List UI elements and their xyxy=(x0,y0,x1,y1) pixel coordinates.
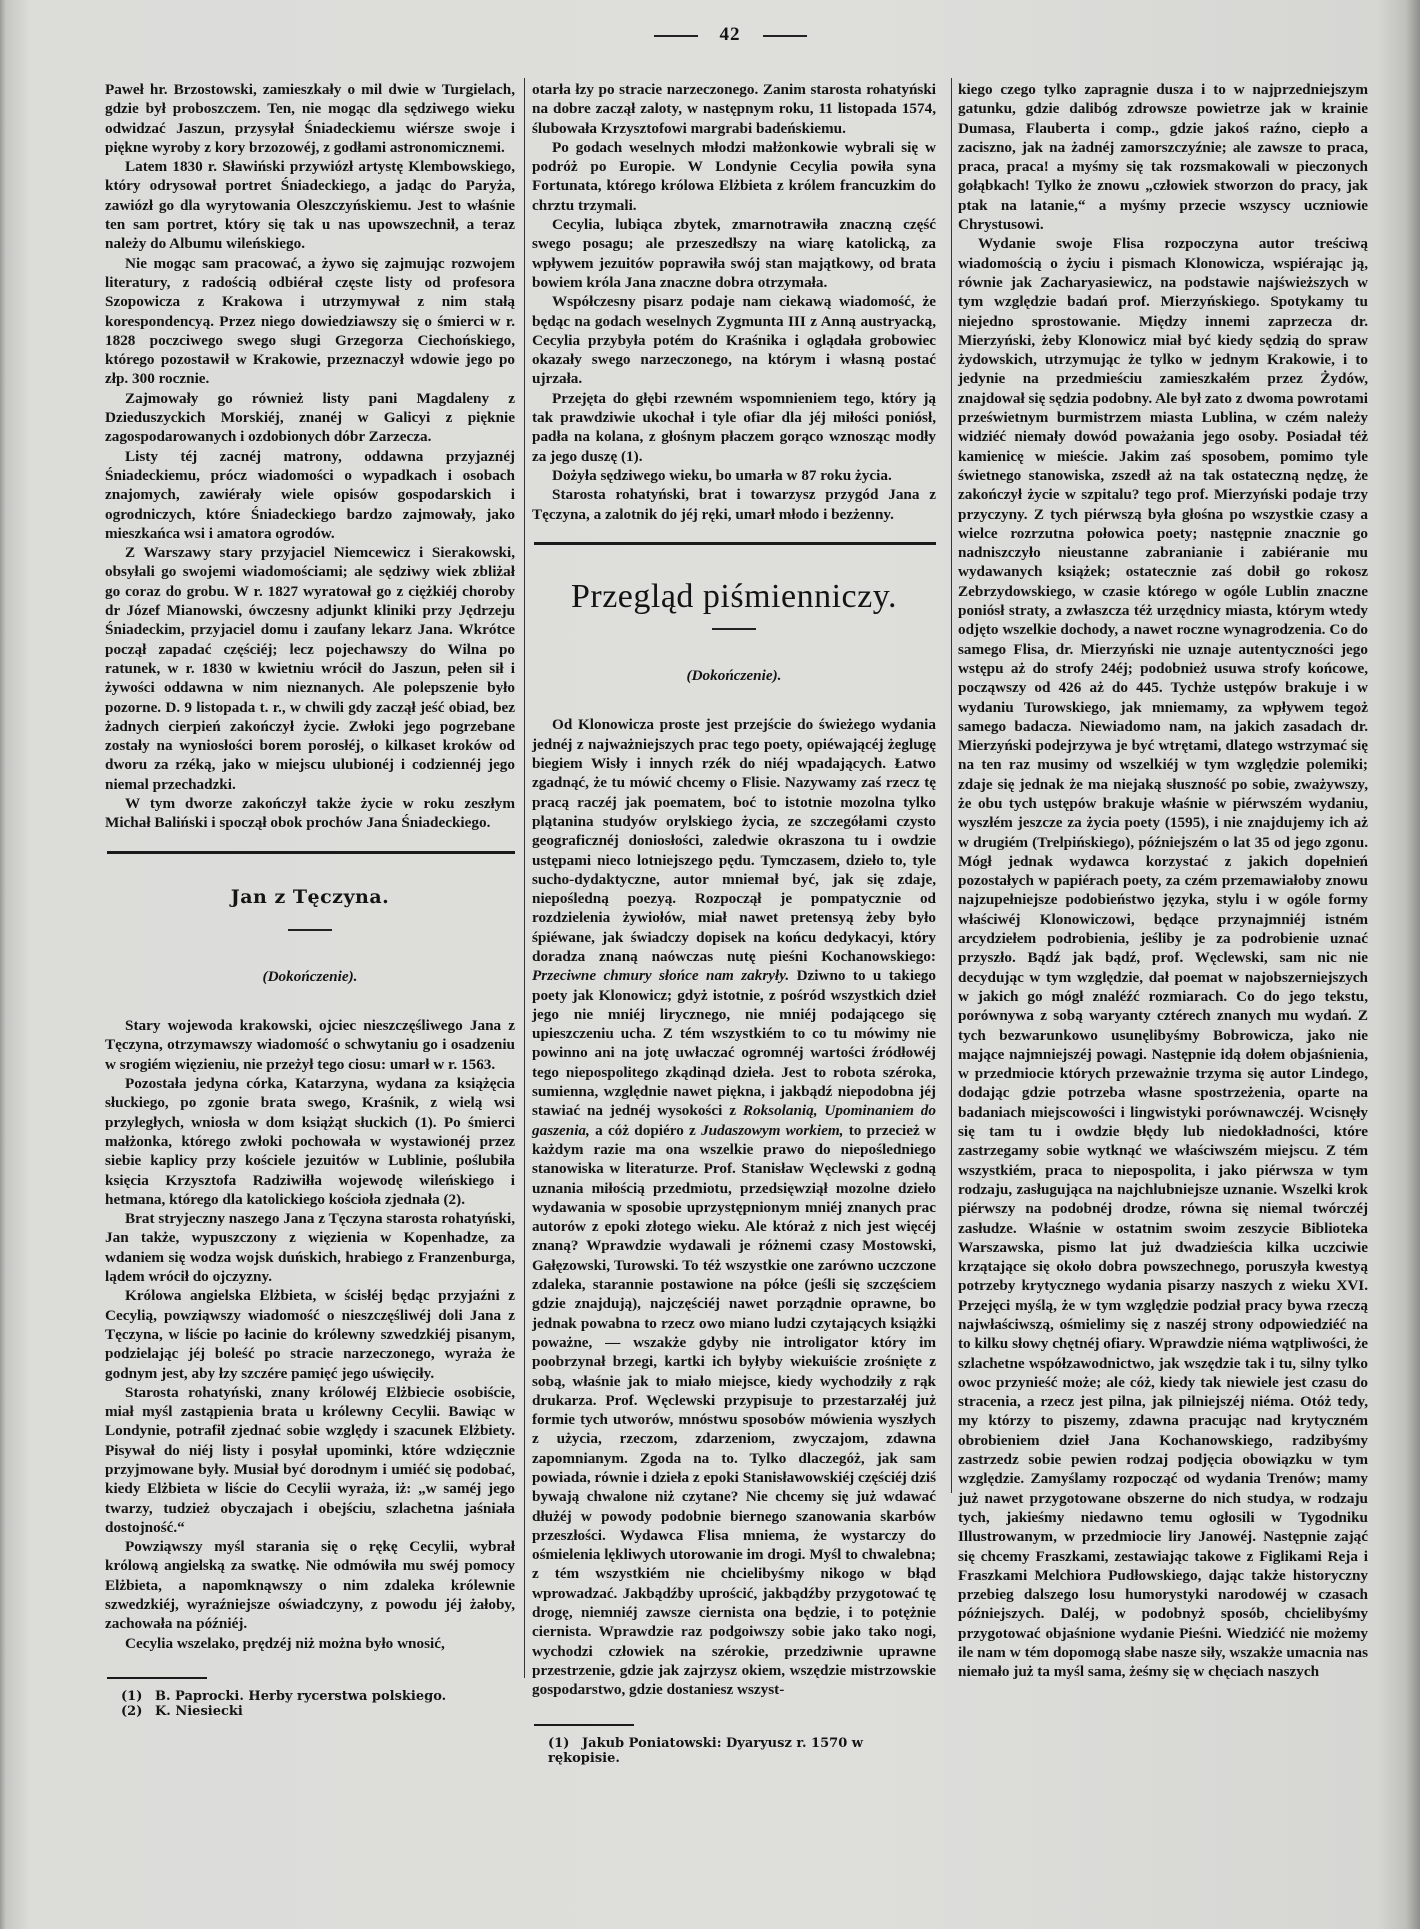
middle-column xyxy=(532,80,936,1766)
page-number-dash-right xyxy=(763,35,807,37)
text-run: Dziwno to u takiego poety jak Klonowicz; gdyż istotnie, z pośród wszystkich dzieł jego nie mniéj lirycznego, nie mniéj podającego się upieszczeniu ucha. Z tém wszystkiém to co tu mówimy nie powinno ani na jotę uwłaczać ogromnéj wartości źródłowéj tego niepospolitego zkądinąd dzieła. Jest to robota széroka, sumienna, względnie nawet piękna, i jakbądź niepodobna jéj stawiać na jednéj wysokości z xyxy=(532,967,936,1120)
paragraph: Po godach weselnych młodzi małżonkowie wybrali się w podróż po Europie. W Londynie Cecylia powiła syna Fortunata, którego królowa Elżbieta z królem francuzkim do chrztu trzymali. xyxy=(532,138,936,214)
paragraph: Nie mogąc sam pracować, a żywo się zajmując rozwojem literatury, z radością odbiérał częste listy od profesora Szopowicza z Krakowa i utrzymywał z nim stałą korespondencyą. Przez niego dowiedziawszy się o śmierci w r. 1828 poczciwego swego sługi Grzegorza Ciechońskiego, którego pozostawił w Krakowie, przeznaczył wdowie jego po złp. 300 rocznie. xyxy=(105,254,515,388)
footnote-rule xyxy=(534,1724,634,1726)
article-title-jan-z-teczyna: Jan z Tęczyna. xyxy=(230,885,390,908)
paragraph: Brat stryjeczny naszego Jana z Tęczyna starosta rohatyński, Jan także, wypuszczony z więzienia w Kopenhadze, za wdaniem się wodza wojsk duńskich, hrabiego z Franzenburga, lądem wrócił do ojczyzny. xyxy=(105,1210,515,1286)
paragraph: Współczesny pisarz podaje nam ciekawą wiadomość, że będąc na godach weselnych Zygmunta III z Anną austryacką, Cecylia przybyła potém do Kraśnika i oglądała grobowiec okazały swego narzeczonego, na którym i własną postać ujrzała. xyxy=(532,293,936,388)
paragraph: Latem 1830 r. Sławiński przywiózł artystę Klembowskiego, który odrysował portret Śniadeckiego, a jadąc do Paryża, zawiózł go dla wyrytowania Oleszczyńskiemu. Jest to właśnie ten sam portret, który się tak u nas upowszechnił, a teraz należy do Albumu wileńskiego. xyxy=(105,158,515,253)
paragraph: otarła łzy po stracie narzeczonego. Zanim starosta rohatyński na dobre zaczął zaloty, w następnym roku, 11 listopada 1574, ślubowała Krzysztofowi margrabi badeńskiemu. xyxy=(532,81,936,137)
text-run: to przecież w każdym razie ma ona wszelkie prawo do niepośledniego stanowiska w literaturze. Prof. Stanisław Węclewski z godną uznania miłością przedmiotu, przedsięwziął mozolne dzieło wydawania w sposobie uprzystępnionym mniéj znanych prac autorów z epoki złotego wieku. Ale któraż z nich jest więcéj znaną? Wprawdzie wydawali je różnemi czasy Mostowski, Gałęzowski, Turowski. To téż wszystkie one zarówno uczczone zdaleka, starannie postawione na półce (jeśli się szczęściem gdzie znajdują), najczęściéj nawet porządnie oprawne, bo jednak powabna to rzecz owo miano ludzi czytających książki poważne, — wszakże gdyby nie introligator który im poobrzynał brzegi, kartki ich byłyby wiekuiście zrośnięte z sobą, właśnie jak to miało miejsce, kiedy wychodziły z rąk drukarza. Prof. Węclewski przypisuje to przestarzałéj już formie tych utworów, mnóstwu sposobów mówienia wyszłych z użycia, rzeczom, zdarzeniom, zwyczajom, zdawna zapomnianym. Zgoda na to. Tylko dlaczegóż, jak sam powiada, równie i dzieła z epoki Stanisławowskiéj częściéj dziś bywają chwalone niż czytane? Nie chcemy się już wdawać dłużéj w powody podobnie biernego szanowania skarbów przeszłości. Wydawca Flisa mniema, że wystarczy do ośmielenia lękliwych utorowanie im drogi. Myśl to chwalebna; z tém wszystkiém nie chcielibyśmy nikogo w błąd wprowadzać. Jakbądźby uprościć, jakbądźby przygotować tę drogę, niemniéj zawsze ciernista ona będzie, i to potężnie ciernista. Wprawdzie raz podgoiwszy sobie jako tako nogi, wychodzi człowiek na szérokie, przedziwnie uprawne przestrzenie, gdzie jak zajrzysz okiem, wszędzie mistrzowskie gospodarstwo, gdzie dostaniesz wszyst- xyxy=(532,1121,936,1699)
paragraph: Z Warszawy stary przyjaciel Niemcewicz i Sierakowski, obsyłali go swojemi wiadomościami; ale sędziwy wiek zbliżał go coraz do grobu. W r. 1827 wyratował go z ciężkiéj choroby dr Józef Mianowski, ówczesny adjunkt kliniki przy Jędrzeju Śniadeckim, przyjaciel domu i zaufany lekarz Jana. Wkrótce począł zapadać częściéj; lecz pojechawszy do Wilna po ratunek, w r. 1830 w kwietniu wrócił do Jaszun, pełen sił i żywości oddawna w nim nieznanych. Ale polepszenie było pozorne. D. 9 listopada t. r., w chwili gdy zaczął jeść obiad, bez żadnych cierpień zakończył życie. Zwłoki jego pogrzebane zostały na wyniosłości borem porosłéj, o kilkaset kroków od dworu za rzéką, jako w miejscu ulubionéj i codziennéj jego niemal przechadzki. xyxy=(105,544,515,793)
footnote-text: K. Niesiecki xyxy=(155,1703,243,1719)
footnote xyxy=(105,1689,515,1704)
paragraph: Stary wojewoda krakowski, ojciec nieszczęśliwego Jana z Tęczyna, otrzymawszy wiadomość o schwytaniu go i osadzeniu w srogiém więzieniu, nie przeżył tego ciosu: umarł w r. 1563. xyxy=(105,1017,515,1073)
paragraph: Królowa angielska Elżbieta, w ścisłéj będąc przyjaźni z Cecylią, powziąwszy wiadomość o nieszczęśliwéj doli Jana z Tęczyna, w liście po łacinie do królewny szwedzkiéj pisanym, podzielając jéj boleść po stracie narzeczonego, wyraża że godnym jest, aby łzy szczére pamięć jego uświęciły. xyxy=(105,1287,515,1382)
footnote-number: (1) xyxy=(121,1688,143,1704)
footnote-number: (2) xyxy=(121,1703,143,1719)
column-divider-left xyxy=(524,78,525,1678)
page-number xyxy=(600,24,860,46)
column-divider-right xyxy=(951,78,952,1493)
text-run: Od Klonowicza proste jest przejście do świeżego wydania jednéj z najważniejszych prac tego poety, opiéwającéj żeglugę biegiem Wisły i innych rzék do niéj wpadających. Łatwo zgadnąć, że tu mówić chcemy o Flisie. Nazywamy zaś rzecz tę pracą raczéj jak poematem, boć to istotnie mozolna tylko plątanina studyów orylskiego życia, ze szczegółami czysto geograficznéj doniosłości, zaledwie okraszona tu i owdzie ustępami nieco lotniejszego pędu. Tymczasem, dzieło to, tyle sucho-dydaktyczne, autor mniemał być, jak się zdaje, niepośledną poezyą. Rozpoczął je pompatycznie od rozdzielenia żywiołów, miał nawet pretensyą żeby było śpiéwane, jak świadczy dopisek na końcu dedykacyi, który doradza znaną naówczas nutę pieśni Kochanowskiego: xyxy=(532,716,936,965)
title-rule xyxy=(288,929,332,931)
right-column xyxy=(958,80,1368,1682)
paragraph: Zajmowały go również listy pani Magdaleny z Dzieduszyckich Morskiéj, znanéj w Galicyi z pięknie zagospodarowanych i ozdobionych dóbr Zarzecza. xyxy=(105,389,515,446)
article-subtitle: (Dokończenie). xyxy=(262,967,358,985)
footnote-rule xyxy=(107,1677,207,1679)
paragraph: W tym dworze zakończył także życie w roku zeszłym Michał Baliński i spoczął obok prochów Jana Śniadeckiego. xyxy=(105,794,515,832)
quote-title: Przeciwne chmury słońce nam zakryły. xyxy=(532,967,790,985)
article-title-przeglad-pismienniczy: Przegląd piśmienniczy. xyxy=(570,577,898,615)
paragraph: Starosta rohatyński, znany królowéj Elżbiecie osobiście, miał myśl zastąpienia brata u królewny Cecylii. Bawiąc w Londynie, potrafił zjednać sobie względy i szacunek Elżbiety. Pisywał do niéj listy i posyłał upominki, które wdzięcznie przyjmowane były. Musiał być dorodnym i umiéć się podobać, kiedy Elżbieta w liście do Cecylii wyraża, iż: „w saméj jego twarzy, tudzież obyczajach i obejściu, szlachetna jaśniała dostojność.“ xyxy=(105,1383,515,1536)
footnote-text: B. Paprocki. Herby rycerstwa polskiego. xyxy=(155,1688,447,1704)
paragraph: kiego czego tylko zapragnie dusza i to w najprzedniejszym gatunku, gdzie dalibóg zdrowsze powietrze jak w krainie Dumasa, Flauberta i comp., gdzie jakoś raźno, ciepło a zaciszno, jak na żadnéj zamorszczyźnie; ale zawsze to praca, praca, praca! a myśmy się tak rozsmakowali w pieczonych gołąbkach! Tylko że znowu „człowiek stworzon do pracy, jak ptak na latanie,“ a myśmy przecie wszyscy uczniowie Chrystusowi. xyxy=(958,81,1368,234)
paragraph: Paweł hr. Brzostowski, zamieszkały o mil dwie w Turgielach, gdzie był proboszczem. Ten, nie mogąc dla sędziwego wieku odwidzać Jaszun, przysyłał Śniadeckiemu wiérsze swoje i piękne wyroby z kory brzozowéj, z godłami astronomicznemi. xyxy=(105,81,515,156)
footnote-number: (1) xyxy=(548,1735,570,1751)
paragraph: Cecylia, lubiąca zbytek, zmarnotrawiła znaczną część swego posagu; ale przeszedłszy na wiarę katolicką, za wpływem jezuitów poprawiła swój stan majątkowy, od brata bowiem króla Jana znaczne dobra otrzymała. xyxy=(532,216,936,291)
title-rule xyxy=(712,628,756,630)
paragraph xyxy=(532,715,936,1699)
paragraph: Wydanie swoje Flisa rozpoczyna autor treściwą wiadomością o życiu i pismach Klonowicza, wspiérając ją, równie jak Zacharyasiewicz, na podstawie najświeższych w tym względzie badań prof. Mierzyńskiego. Spotykamy tu niejedno sprostowanie. Między innemi zaprzecza dr. Mierzyński, żeby Klonowicz miał być kiedy sędzią do spraw żydowskich, utrzymując że tylko w jednym Krakowie, i to jedynie na przedmieściu zamieszkałém przez Żydów, znajdował się sędzia podobny. Ale był zato z dwoma powrotami prześwietnym burmistrzem miasta Lublina, w czém należy widziéć niemały dowód poważania jego osoby. Posiadał téż kamienicę w mieście. Jakim zaś sposobem, pomimo tyle świetnego stanowiska, zszedł aż na tak ostateczną nędzę, że zakończył życie w szpitalu? tego prof. Mierzyński podaje trzy przyczyny. Z tych piérwszą była głośna po wszystkie czasy a wielce rozrzutna połowica poety; następnie znacznie go nadniszczyło nieustanne zabranianie i zabiéranie mu wydawanych książek; ostatecznie zaś dobił go rokosz Zebrzydowskiego, w czasie którego w ogóle Lublin znaczne poniósł straty, a zwłaszcza téż urzędnicy miasta, którym wtedy odjęto wszelkie dochody, a nawet roczne wynagrodzenia. Co do samego Flisa, dr. Mierzyński nie uznaje autentyczności jego wstępu aż do strofy 24éj; podobnież usuwa strofy końcowe, począwszy od 426 aż do 445. Tychże ustępów brakuje i w wydaniu Turowskiego, jak mniemamy, za wpływem tegoż samego badacza. Niewiadomo nam, na jakich zasadach dr. Mierzyński podejrzywa je być wtrętami, dlatego wstrzymać się na ten raz musimy od wszelkiéj w tym względzie polemiki; zdaje się jednak że ma niejaką słuszność po sobie, zważywszy, że obu tych ustępów brakuje właśnie w piérwszém wydaniu, wyszłém jeszcze za życia poety (1595), i nie znajdujemy ich aż w drugiém (Trelpińskiego), późniejszém o lat 35 od jego zgonu. Mógł jednak wydawca korzystać z jakich dopełnień pozostałych w papiérach poety, za czém przemawiałoby znowu najzupełniejsze podobieństwo języka, stylu i w ogóle formy właściwéj Klonowiczowi, będące przynajmniéj istném arcydziełem podrobienia, jeśliby je za podrobienie uznać przyszło. Bądź jak bądź, prof. Węclewski, sam nic nie decydując w tym względzie, dał poemat w najobszerniejszych w jakich go mógł znaléźć rozmiarach. Co do jego tekstu, porównywa z sobą waryanty cztérech znanych mu wydań. Z tych bezwarunkowo usunęlibyśmy Bobrowicza, jako nie mające najmniejszéj powagi. Następnie idą dołem objaśnienia, w przedmiocie których przeważnie trzyma się autor Lindego, dodając gdzie potrzeba własne spostrzeżenia, oparte na badaniach miejscowości i lingwistyki porównawczéj. Wcisnęły się tam tu i owdzie błędy lub niedokładności, które zastrzegamy sobie wytknąć we właściwszém miejscu. Z tém wszystkiém, praca to niepospolita, i jako piérwsza w tym rodzaju, zasługująca na najchlubniejsze uznanie. Wszelki krok piérwszy na podobnéj drodze, równa się niemal twórczéj zasłudze. Właśnie w ostatnim swoim zeszycie Biblioteka Warszawska, pismo lat już dwadzieścia kilka uczciwie krzątające się około dobra powszechnego, poruszyła kwestyą potrzeby krytycznego wydania pisarzy naszych z wieku XVI. Przejęci myślą, że w tym względzie podział pracy bywa rzeczą najwłaściwszą, ośmielimy się z naszéj strony odpowiedziéć na to kilku słowy chętnéj ofiary. Wprawdzie niéma wątpliwości, że szlachetne współzawodnictwo, jak wszędzie tak i tu, silny tylko owoc przynieść może; ale cóż, kiedy tak niewiele jest czasu do stracenia, a rzecz jest pilna, jak pilniejszéj niéma. Otóż tedy, my którzy to piszemy, zdawna pracując nad krytyczném obrobieniem dzieł Jana Kochanowskiego, radzibyśmy zastrzedz sobie pewien rodzaj podjęcia obowiązku w tym względzie. Zamyślamy rozpocząć od wydania Trenów; mamy już nawet przygotowane obszerne do nich studya, w rodzaju tych, jakieśmy niedawno temu ogłosili w Tygodniku Illustrowanym, w przedmiocie liry Janowéj. Następnie zająć się chcemy Fraszkami, zestawiając takowe z Figlikami Reja i Fraszkami Melchiora Pudłowskiego, dając także historyczny przebieg dalszego losu humorystyki narodowéj w czasach późniejszych. Daléj, w podobnyż sposób, chcielibyśmy przygotować objaśnione wydanie Pieśni. Wiedzićć nie możemy ile nam w tém dopomogą słabe nasze siły, wszakże umacnia nas niemało już ta myśl sama, żeśmy się w chęciach naszych xyxy=(958,235,1368,1681)
paragraph: Starosta rohatyński, brat i towarzysz przygód Jana z Tęczyna, a zalotnik do jéj ręki, umarł młodo i bezżenny. xyxy=(532,486,936,523)
footnote xyxy=(532,1736,936,1766)
paragraph: Listy téj zacnéj matrony, oddawna przyjaznéj Śniadeckiemu, prócz wiadomości o wypadkach i osobach znajomych, zawiérały wiele opisów gospodarskich i ogrodniczych, które Śniadeckiego bardzo zajmowały, jako mieszkańca wsi i amatora ogrodów. xyxy=(105,447,515,542)
page-number-dash-left xyxy=(654,35,698,37)
paragraph: Cecylia wszelako, prędzéj niż można było wnosić, xyxy=(125,1634,445,1652)
section-divider xyxy=(534,542,936,545)
article-subtitle: (Dokończenie). xyxy=(686,667,782,685)
work-title: Judaszowym workiem, xyxy=(701,1121,844,1139)
work-title: Roksolanią, Upominaniem do gaszenia, xyxy=(532,1102,936,1139)
footnote-text: Jakub Poniatowski: Dyaryusz r. 1570 w rękopisie. xyxy=(548,1735,863,1766)
text-run: a cóż dopiéro z xyxy=(589,1121,702,1139)
left-column xyxy=(105,80,515,1719)
paragraph: Dożyła sędziwego wieku, bo umarła w 87 roku życia. xyxy=(552,466,892,484)
page-number-text: 42 xyxy=(719,24,741,45)
paragraph: Pozostała jedyna córka, Katarzyna, wydana za książęcia słuckiego, po zgonie brata swego, Kraśnik, z wielą wsi przyległych, wniosła w dom książąt słuckich (1). Po śmierci małżonka, którego zwłoki pochowała w wystawionéj przez siebie kaplicy przy kościele jezuitów w Lublinie, poślubiła księcia Krzysztofa Radziwiłła wojewodę wileńskiego i hetmana, którego dla katolickiego kościoła zjednała (2). xyxy=(105,1075,515,1208)
footnote xyxy=(105,1704,515,1719)
section-divider xyxy=(107,851,515,854)
paragraph: Powziąwszy myśl starania się o rękę Cecylii, wybrał królową angielską za swatkę. Nie odmówiła mu swéj pomocy Elżbieta, a napomknąwszy o nim zdaleka królewnie szwedzkiéj, wyraźniejsze oświadczyny, z powodu jéj żałoby, zachowała na późniéj. xyxy=(105,1538,515,1633)
paragraph: Przejęta do głębi rzewném wspomnieniem tego, który ją tak prawdziwie ukochał i tyle ofiar dla jéj miłości poniósł, padła na kolana, z głośnym płaczem gorąco wznosząc modły za jego duszę (1). xyxy=(532,389,936,465)
